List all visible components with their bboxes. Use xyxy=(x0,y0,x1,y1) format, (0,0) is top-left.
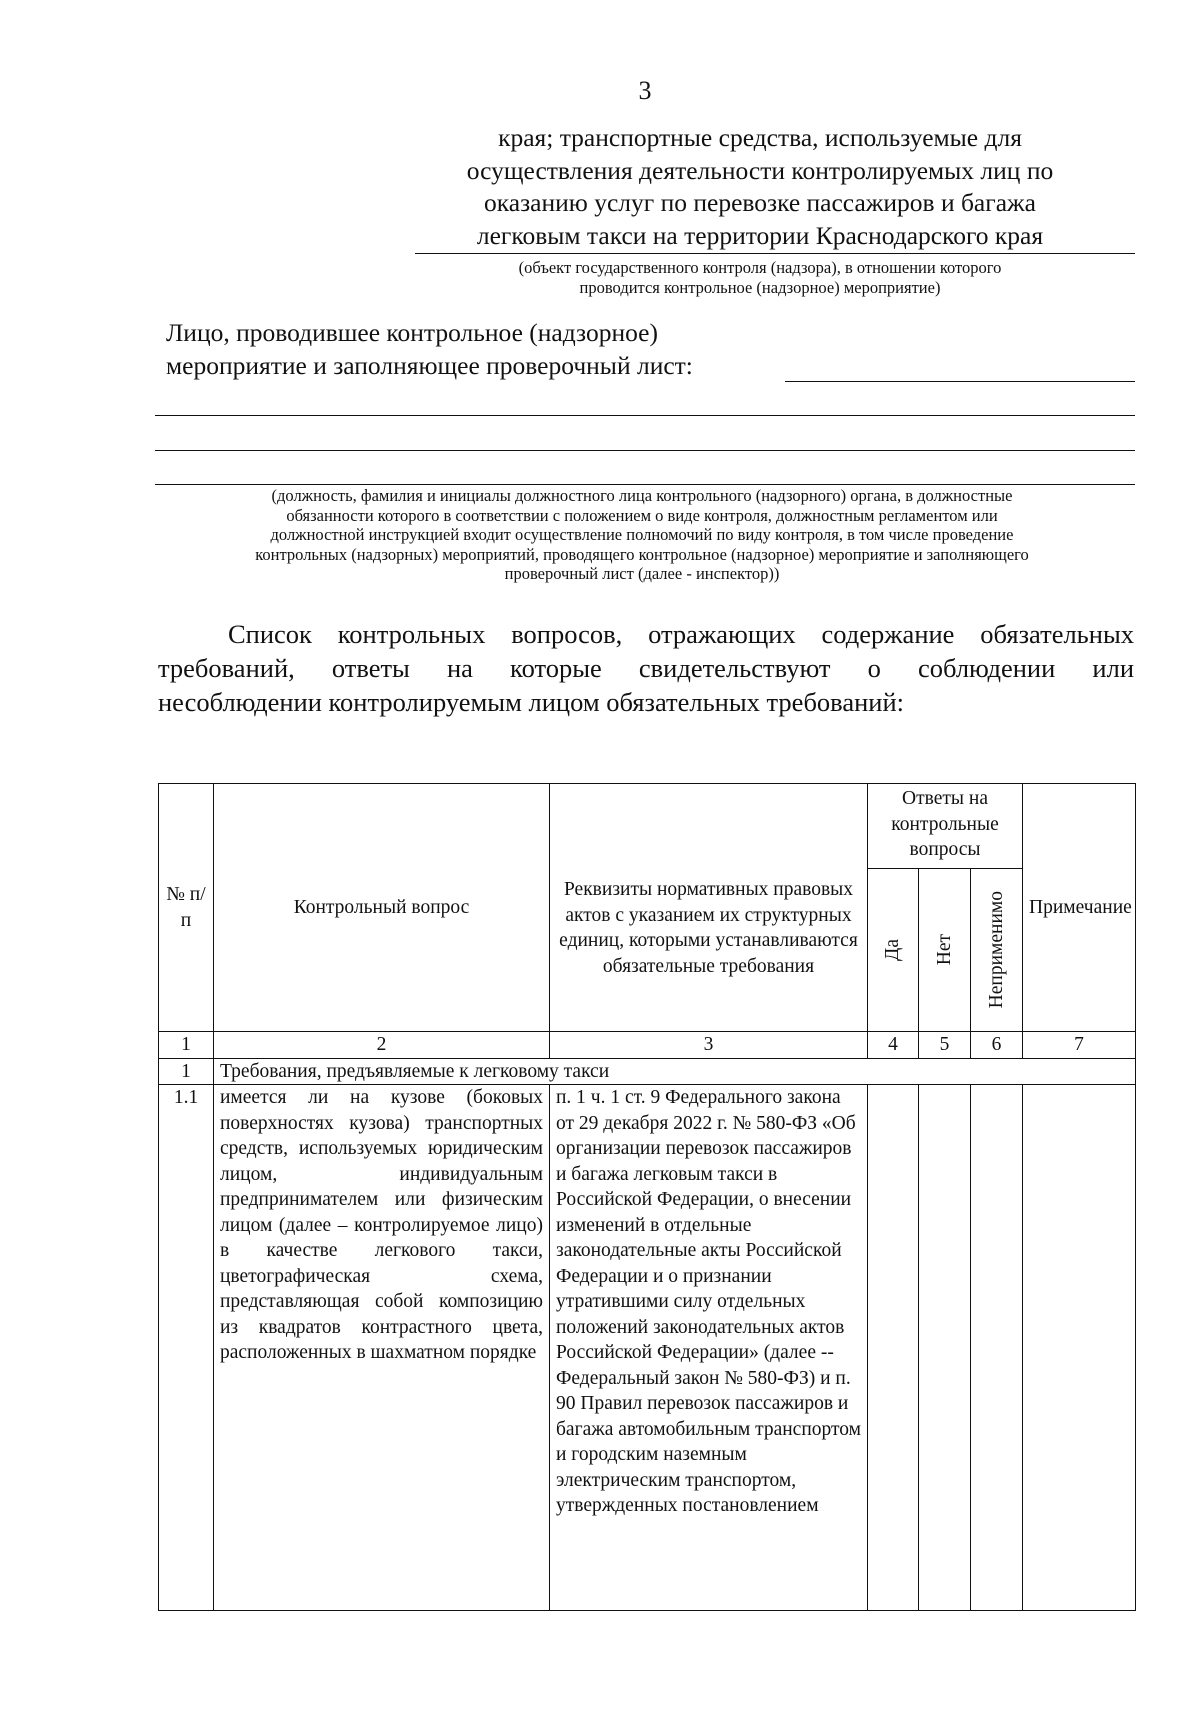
header-row xyxy=(159,784,1136,869)
note-cell[interactable] xyxy=(1023,1085,1136,1611)
header-no-label: Нет xyxy=(933,934,955,966)
column-number: 7 xyxy=(1023,1032,1136,1059)
caption-line: проверочный лист (далее - инспектор)) xyxy=(504,564,780,583)
page-number: 3 xyxy=(638,76,652,105)
caption-line: обязанности которого в соответствии с положением о виде контроля, должностным регламентом или xyxy=(286,505,998,525)
label-line: мероприятие и заполняющее проверочный лист: xyxy=(166,350,693,380)
caption-line: проводится контрольное (надзорное) мероприятие) xyxy=(579,277,941,297)
heading-line: Список контрольных вопросов, отражающих содержание обязательных xyxy=(228,619,1134,649)
caption-line: контрольных (надзорных) мероприятий, проводящего контрольное (надзорное) мероприятие и заполняющего xyxy=(255,544,1029,564)
column-number: 3 xyxy=(550,1032,868,1059)
answer-na-cell[interactable] xyxy=(971,1085,1023,1611)
inspector-label xyxy=(166,317,693,382)
row-requisites: п. 1 ч. 1 ст. 9 Федерального закона от 29 декабря 2022 г. № 580-ФЗ «Об организации перевозок пассажиров и багажа легковым такси в Российской Федерации, о внесении изменений в отдельные законодательные акты Российской Федерации и о признании утратившими силу отдельных положений законодательных актов Российской Федерации» (далее -- Федеральный закон № 580-ФЗ) и п. 90 Правил перевозок пассажиров и багажа автомобильным транспортом и городским наземным электрическим транспортом, утвержденных постановлением xyxy=(550,1085,868,1611)
questions-heading xyxy=(158,617,1134,719)
object-line: края; транспортные средства, используемые для xyxy=(498,123,1022,152)
header-yes xyxy=(868,869,919,1032)
inspector-fill-line-3[interactable] xyxy=(155,450,1135,451)
answer-no-cell[interactable] xyxy=(919,1085,971,1611)
checklist-table xyxy=(158,783,1136,1611)
column-number: 5 xyxy=(919,1032,971,1059)
inspection-object xyxy=(400,122,1120,252)
heading-line: требований, ответы на которые свидетельствуют о соблюдении или xyxy=(158,653,1134,683)
header-num: № п/п xyxy=(159,784,214,1032)
caption-line: должностной инструкцией входит осуществление полномочий по виду контроля, в том числе проведение xyxy=(270,525,1014,544)
column-number: 1 xyxy=(159,1032,214,1059)
inspector-fill-line-4[interactable] xyxy=(155,484,1135,485)
header-na xyxy=(971,869,1023,1032)
column-number: 6 xyxy=(971,1032,1023,1059)
object-line: осуществления деятельности контролируемых лиц по xyxy=(466,155,1054,185)
header-yes-label: Да xyxy=(882,939,904,961)
caption-line: (должность, фамилия и инициалы должностного лица контрольного (надзорного) органа, в должностные xyxy=(271,486,1013,505)
object-caption xyxy=(400,258,1120,297)
header-no xyxy=(919,869,971,1032)
header-note: Примечание xyxy=(1023,784,1136,1032)
inspector-caption xyxy=(150,486,1134,584)
column-number-row xyxy=(159,1032,1136,1059)
object-line: оказанию услуг по перевозке пассажиров и багажа xyxy=(484,188,1036,217)
row-question: имеется ли на кузове (боковых поверхностях кузова) транспортных средств, используемых юридическим лицом, индивидуальным предпринимателем или физическим лицом (далее – контролируемое лицо) в качестве легкового такси, цветографическая схема, представляющая собой композицию из квадратов контрастного цвета, расположенных в шахматном порядке xyxy=(214,1085,550,1611)
inspector-fill-line[interactable] xyxy=(785,381,1135,382)
column-number: 2 xyxy=(214,1032,550,1059)
header-answers: Ответы на контрольные вопросы xyxy=(868,784,1023,869)
table-row xyxy=(159,1085,1136,1611)
header-na-label: Неприменимо xyxy=(985,891,1007,1009)
label-line: Лицо, проводившее контрольное (надзорное) xyxy=(166,318,658,347)
section-row xyxy=(159,1058,1136,1085)
row-number: 1.1 xyxy=(159,1085,214,1611)
section-title: Требования, предъявляемые к легковому такси xyxy=(214,1058,1136,1085)
header-question: Контрольный вопрос xyxy=(214,784,550,1032)
caption-line: (объект государственного контроля (надзора), в отношении которого xyxy=(518,258,1002,277)
heading-line: несоблюдении контролируемым лицом обязательных требований: xyxy=(158,687,905,717)
section-number: 1 xyxy=(159,1058,214,1085)
header-requisites: Реквизиты нормативных правовых актов с указанием их структурных единиц, которыми устанавливаются обязательные требования xyxy=(550,784,868,1032)
inspector-fill-line-2[interactable] xyxy=(155,415,1135,416)
object-underline xyxy=(415,253,1135,254)
column-number: 4 xyxy=(868,1032,919,1059)
object-line: легковым такси на территории Краснодарского края xyxy=(476,220,1044,250)
answer-yes-cell[interactable] xyxy=(868,1085,919,1611)
